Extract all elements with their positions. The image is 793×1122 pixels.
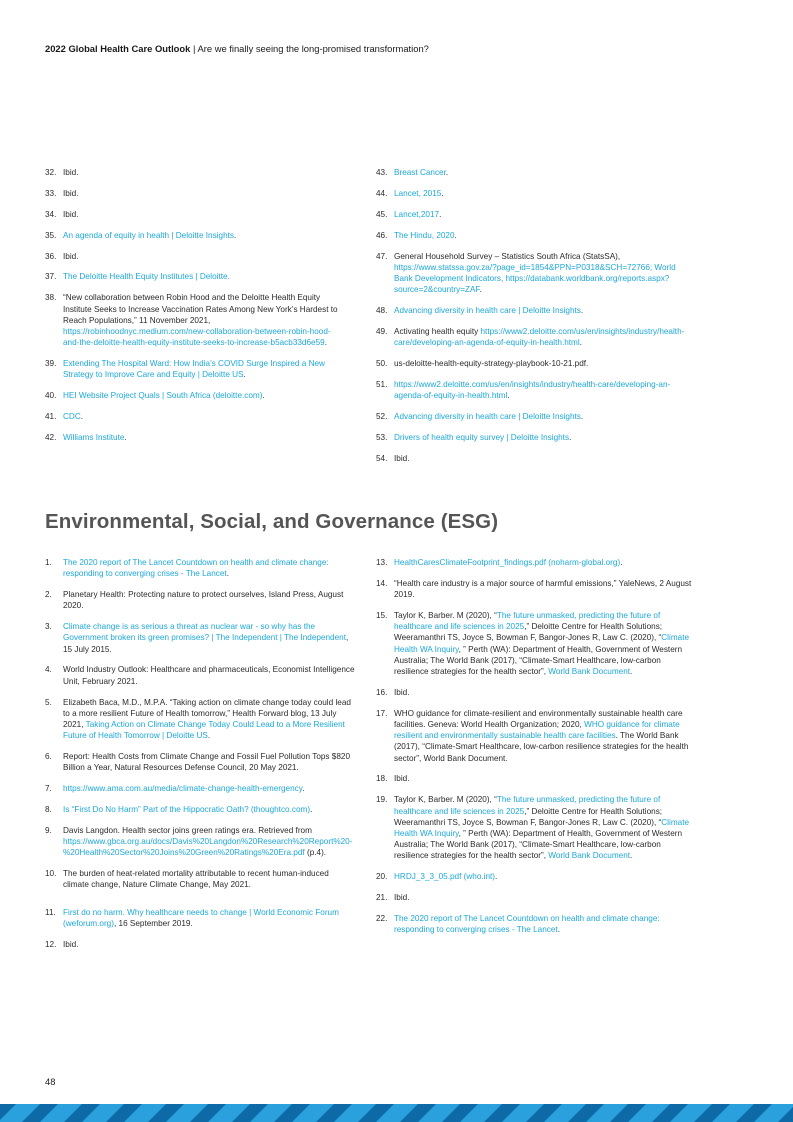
reference-item [45, 188, 345, 199]
refs-esg-left [45, 557, 355, 960]
reference-plain-text: Report: Health Costs from Climate Change and Fossil Fuel Pollution Tops $820 Billion a Year, Natural Resources Defense Council, 20 May 2021. [63, 752, 351, 773]
reference-plain-text: us-deloitte-health-equity-strategy-playbook-10-21.pdf. [394, 359, 589, 369]
reference-number: 17. [376, 708, 388, 718]
reference-number: 6. [45, 752, 52, 762]
reference-item [45, 230, 345, 241]
reference-text [63, 188, 345, 199]
reference-item [376, 578, 694, 600]
reference-text [63, 868, 355, 890]
reference-link[interactable]: Extending The Hospital Ward: How India’s COVID Surge Inspired a New Strategy to Improve Care and Equity | Deloitte US [63, 359, 325, 380]
reference-plain-text: Davis Langdon. Health sector joins green ratings era. Retrieved from [63, 825, 312, 835]
reference-number: 22. [376, 914, 388, 924]
reference-link[interactable]: Drivers of health equity survey | Deloitte Insights [394, 432, 570, 442]
reference-item [376, 892, 694, 903]
reference-text [394, 871, 694, 882]
reference-link[interactable]: https://www.ama.com.au/media/climate-change-health-emergency [63, 784, 303, 794]
reference-plain-text: . [630, 667, 633, 676]
reference-link[interactable]: World Bank Document [548, 851, 631, 861]
reference-text [394, 773, 694, 784]
reference-plain-text: . [439, 209, 442, 219]
reference-link[interactable]: Taking Action on Climate Change Today Could Lead to a More Resilient Future of Health Tomorrow | Deloitte US [63, 719, 345, 741]
reference-plain-text: The burden of heat-related mortality attributable to recent human-induced climate change, Nature Climate Change, May 2021. [63, 869, 329, 890]
reference-text [63, 292, 345, 348]
reference-text [394, 610, 694, 677]
reference-number: 39. [45, 359, 57, 369]
reference-text [394, 358, 694, 369]
reference-number: 42. [45, 432, 57, 442]
reference-text [63, 825, 355, 859]
reference-text [63, 783, 355, 794]
reference-link[interactable]: https://www.statssa.gov.za/?page_id=1854&PPN=P0318&SCH=72766; World Bank Development Indicators, https://databank.worldbank.org/reports.aspx?source=2&country=ZAF [394, 262, 676, 295]
reference-number: 47. [376, 251, 388, 261]
reference-item [376, 167, 694, 178]
reference-text [394, 578, 694, 600]
reference-link[interactable]: https://www.gbca.org.au/docs/Davis%20Langdon%20Research%20Report%20-%20Health%20Sector%20Joins%20Green%20Ratings%20Era.pdf [63, 837, 353, 858]
reference-number: 35. [45, 230, 57, 240]
reference-plain-text: . [630, 851, 633, 861]
reference-plain-text: . [207, 731, 211, 741]
reference-plain-text: Ibid. [394, 774, 410, 784]
reference-item [376, 432, 694, 443]
reference-link[interactable]: https://robinhoodnyc.medium.com/new-collaboration-between-robin-hood-and-the-deloitte-health-equity-institute-seeks-to-increase-b5acb33d6e59 [63, 326, 331, 348]
reference-text [63, 621, 355, 655]
reference-plain-text: Ibid. [63, 209, 79, 219]
reference-link[interactable]: Breast Cancer [394, 168, 446, 177]
reference-item [45, 167, 345, 178]
reference-number: 52. [376, 412, 388, 422]
reference-text [63, 804, 355, 815]
reference-item [376, 794, 694, 861]
reference-link[interactable]: Lancet, 2015 [394, 188, 442, 198]
reference-text [394, 687, 694, 698]
page-header [45, 43, 429, 54]
section-title: Environmental, Social, and Governance (ESG) [45, 510, 499, 533]
reference-plain-text: Elizabeth Baca, M.D., M.P.A. “Taking action on climate change today could lead to a more resilient Future of Health tomorrow,” Health Forward blog, 13 July 2021, [63, 697, 351, 729]
reference-plain-text: ,” Deloitte Centre for Health Solutions; Weeramanthri TS, Joyce S, Bowman F, Bangor-Jones R, Law C. (2020), “ [394, 806, 663, 827]
reference-link[interactable]: Advancing diversity in health care | Deloitte Insights [394, 412, 581, 422]
reference-item [45, 825, 355, 859]
reference-plain-text: Activating health equity [394, 326, 481, 336]
reference-link[interactable]: Climate Health WA Inquiry [394, 817, 690, 838]
reference-item [45, 868, 355, 890]
reference-number: 44. [376, 188, 388, 198]
reference-item [45, 251, 345, 262]
reference-plain-text: . [507, 391, 510, 401]
reference-plain-text: “New collaboration between Robin Hood and the Deloitte Health Equity Institute Seeks to Increase Vaccination Rates Among New York’s Hardest to Reach Populations,” 11 November 2021, [63, 293, 338, 325]
reference-item [376, 773, 694, 784]
reference-number: 34. [45, 209, 57, 219]
reference-item [45, 557, 355, 579]
reference-item [45, 271, 345, 282]
reference-number: 8. [45, 805, 52, 815]
reference-number: 9. [45, 825, 52, 835]
reference-plain-text: . [302, 784, 305, 794]
reference-plain-text: . [569, 432, 572, 442]
reference-text [394, 453, 694, 464]
reference-link[interactable]: The Deloitte Health Equity Institutes | Deloitte. [63, 272, 230, 282]
reference-plain-text: . [80, 412, 84, 422]
reference-number: 16. [376, 687, 388, 697]
reference-plain-text: . [580, 306, 584, 316]
reference-text [394, 892, 694, 903]
reference-text [394, 251, 694, 296]
reference-text [394, 913, 694, 935]
reference-text [63, 697, 355, 742]
reference-item [45, 209, 345, 220]
reference-plain-text: , ” Perth (WA): Department of Health, Government of Western Australia; The World Bank (2017), “Climate-Smart Healthcare, low-carbon resilience strategies for the health sector”, [394, 828, 683, 861]
reference-number: 32. [45, 168, 57, 177]
reference-text [63, 411, 345, 422]
reference-text [63, 589, 355, 611]
reference-item [376, 453, 694, 464]
reference-item [376, 251, 694, 296]
reference-item [45, 907, 355, 929]
reference-item [45, 939, 355, 950]
reference-number: 20. [376, 872, 388, 882]
reference-plain-text: . [445, 168, 449, 177]
reference-item [376, 708, 694, 764]
reference-item [45, 432, 345, 443]
reference-link[interactable]: First do no harm. Why healthcare needs to change | World Economic Forum (weforum.org) [63, 907, 339, 928]
page-number: 48 [45, 1076, 56, 1087]
reference-link[interactable]: The future unmasked, predicting the future of healthcare and life sciences in 2025 [394, 795, 661, 816]
reference-link[interactable]: Advancing diversity in health care | Deloitte Insights [394, 306, 581, 316]
reference-plain-text: Ibid. [63, 188, 79, 198]
reference-link[interactable]: The 2020 report of The Lancet Countdown on health and climate change: responding to converging crises - The Lancet [63, 558, 329, 579]
reference-number: 12. [45, 939, 57, 949]
reference-text [63, 230, 345, 241]
reference-number: 51. [376, 379, 388, 389]
refs-top-left [45, 167, 345, 453]
reference-number: 1. [45, 558, 52, 567]
reference-link[interactable]: HEI Website Project Quals | South Africa (deloitte.com) [63, 391, 263, 401]
reference-text [63, 251, 345, 262]
reference-text [394, 209, 694, 220]
reference-item [376, 326, 694, 348]
refs-esg-right [376, 557, 694, 945]
reference-text [63, 358, 345, 380]
reference-plain-text: Ibid. [63, 251, 79, 261]
reference-link[interactable]: Is “First Do No Harm” Part of the Hippocratic Oath? (thoughtco.com) [63, 805, 311, 815]
reference-number: 15. [376, 610, 388, 620]
reference-plain-text: Ibid. [394, 687, 410, 697]
reference-number: 7. [45, 784, 52, 794]
reference-plain-text: , ” Perth (WA): Department of Health, Government of Western Australia; The World Bank (2017), “Climate-Smart Healthcare, low-carbon resilience strategies for the health sector”, [394, 644, 683, 676]
reference-text [63, 907, 355, 929]
reference-number: 2. [45, 590, 52, 600]
reference-item [45, 751, 355, 773]
reference-number: 38. [45, 293, 57, 303]
reference-link[interactable]: WHO guidance for climate resilient and environmentally sustainable health care facilities [394, 719, 680, 741]
reference-text [63, 557, 355, 579]
refs-top-right [376, 167, 694, 474]
reference-number: 54. [376, 453, 388, 463]
reference-number: 13. [376, 558, 388, 567]
reference-item [45, 783, 355, 794]
reference-number: 19. [376, 795, 388, 805]
reference-text [63, 209, 345, 220]
reference-item [376, 305, 694, 316]
reference-link[interactable]: HealthCaresClimateFootprint_findings.pdf (noharm-global.org) [394, 558, 621, 567]
reference-item [376, 610, 694, 677]
reference-text [394, 432, 694, 443]
reference-plain-text: Ibid. [63, 168, 79, 177]
reference-plain-text: . [495, 872, 498, 882]
decorative-stripe [0, 1104, 793, 1122]
reference-link[interactable]: An agenda of equity in health | Deloitte Insights [63, 230, 234, 240]
reference-text [394, 708, 694, 764]
reference-plain-text: , 15 July 2015. [63, 633, 349, 654]
reference-plain-text: . [454, 230, 457, 240]
reference-plain-text: . [441, 188, 444, 198]
reference-number: 49. [376, 326, 388, 336]
reference-item [376, 188, 694, 199]
reference-plain-text: . [124, 432, 127, 442]
reference-link[interactable]: https://www2.deloitte.com/us/en/insights/industry/health-care/developing-an-agenda-of-equity-in-health.html [394, 379, 671, 401]
reference-plain-text: . [479, 285, 482, 295]
reference-link[interactable]: Climate change is as serious a threat as nuclear war - so why has the Government broken its green promises? | The Independent | The Independent [63, 622, 346, 643]
reference-plain-text: . The World Bank (2017), “Climate-Smart Healthcare, low-carbon resilience strategies for the health sector”, World Bank Document. [394, 731, 689, 763]
reference-item [376, 557, 694, 568]
reference-number: 14. [376, 578, 388, 588]
reference-plain-text: Taylor K, Barber. M (2020), “ [394, 795, 497, 805]
reference-link[interactable]: World Bank Document [548, 667, 631, 676]
reference-number: 53. [376, 432, 388, 442]
reference-plain-text: “Health care industry is a major source of harmful emissions,” YaleNews, 2 August 2019. [394, 578, 692, 600]
reference-plain-text: . [579, 338, 582, 348]
reference-item [376, 209, 694, 220]
reference-link[interactable]: CDC [63, 412, 81, 422]
reference-plain-text: . [262, 391, 265, 401]
reference-number: 36. [45, 251, 57, 261]
reference-text [63, 167, 345, 178]
reference-plain-text: . [324, 338, 327, 348]
reference-item [45, 664, 355, 686]
reference-text [63, 271, 345, 282]
reference-plain-text: . [243, 370, 246, 380]
reference-number: 11. [45, 907, 56, 917]
reference-plain-text: ,” Deloitte Centre for Health Solutions; Weeramanthri TS, Joyce S, Bowman F, Bangor-Jones R, Law C. (2020), “ [394, 622, 663, 643]
reference-number: 21. [376, 893, 388, 903]
reference-number: 4. [45, 665, 52, 675]
reference-item [45, 390, 345, 401]
reference-item [376, 379, 694, 401]
header-title: 2022 Global Health Care Outlook [45, 43, 191, 54]
reference-item [45, 697, 355, 742]
reference-plain-text: Ibid. [63, 939, 79, 949]
reference-text [394, 305, 694, 316]
reference-item [45, 589, 355, 611]
reference-number: 48. [376, 306, 388, 316]
reference-item [45, 292, 345, 348]
reference-number: 18. [376, 774, 388, 784]
reference-plain-text: Planetary Health: Protecting nature to protect ourselves, Island Press, August 2020. [63, 590, 344, 611]
reference-link[interactable]: Williams Institute [63, 432, 125, 442]
reference-plain-text: . [580, 412, 584, 422]
reference-plain-text: . [226, 569, 229, 579]
header-separator: | [190, 43, 198, 54]
reference-item [376, 687, 694, 698]
reference-plain-text: General Household Survey – Statistics South Africa (StatsSA), [394, 251, 621, 261]
reference-item [376, 871, 694, 882]
reference-plain-text: . [557, 925, 560, 935]
reference-text [63, 432, 345, 443]
reference-plain-text: World Industry Outlook: Healthcare and pharmaceuticals, Economist Intelligence Unit, February 2021. [63, 665, 355, 686]
reference-text [394, 379, 694, 401]
reference-number: 41. [45, 412, 57, 422]
reference-link[interactable]: The future unmasked, predicting the future of healthcare and life sciences in 2025 [394, 610, 661, 632]
reference-number: 10. [45, 869, 57, 879]
reference-number: 46. [376, 230, 388, 240]
reference-number: 5. [45, 697, 52, 707]
reference-number: 3. [45, 622, 52, 632]
reference-link[interactable]: https://www2.deloitte.com/us/en/insights/industry/health-care/developing-an-agenda-of-equity-in-health.html [394, 326, 685, 348]
reference-plain-text: . [620, 558, 623, 567]
reference-plain-text: Taylor K, Barber. M (2020), “ [394, 610, 497, 620]
reference-item [376, 230, 694, 241]
reference-text [394, 794, 694, 861]
header-subtitle: Are we finally seeing the long-promised transformation? [197, 43, 429, 54]
reference-plain-text: WHO guidance for climate-resilient and environmentally sustainable health care facilities. Geneva: World Health Organization; 2020, [394, 708, 683, 729]
reference-item [376, 411, 694, 422]
reference-plain-text: . [310, 805, 313, 815]
reference-number: 37. [45, 272, 57, 282]
reference-item [45, 411, 345, 422]
reference-plain-text: Ibid. [394, 453, 410, 463]
reference-text [394, 326, 694, 348]
reference-number: 40. [45, 391, 57, 401]
reference-plain-text: Ibid. [394, 893, 410, 903]
reference-number: 43. [376, 168, 388, 177]
reference-item [45, 621, 355, 655]
reference-text [394, 167, 694, 178]
reference-plain-text: (p.4). [304, 848, 327, 858]
reference-text [63, 751, 355, 773]
reference-text [394, 557, 694, 568]
reference-item [45, 804, 355, 815]
reference-link[interactable]: Climate Health WA Inquiry [394, 633, 690, 654]
reference-number: 33. [45, 188, 57, 198]
reference-text [63, 390, 345, 401]
reference-text [394, 188, 694, 199]
reference-text [394, 230, 694, 241]
reference-number: 50. [376, 359, 388, 369]
reference-text [394, 411, 694, 422]
reference-link[interactable]: Lancet,2017 [394, 209, 440, 219]
reference-item [376, 913, 694, 935]
reference-text [63, 664, 355, 686]
reference-link[interactable]: The Hindu, 2020 [394, 230, 455, 240]
reference-plain-text: . [234, 230, 237, 240]
reference-number: 45. [376, 209, 388, 219]
reference-link[interactable]: The 2020 report of The Lancet Countdown on health and climate change: responding to converging crises - The Lancet [394, 914, 660, 935]
reference-text [63, 939, 355, 950]
reference-item [376, 358, 694, 369]
reference-link[interactable]: HRDJ_3_3_05.pdf (who.int) [394, 872, 496, 882]
reference-item [45, 358, 345, 380]
reference-plain-text: , 16 September 2019. [113, 918, 193, 928]
